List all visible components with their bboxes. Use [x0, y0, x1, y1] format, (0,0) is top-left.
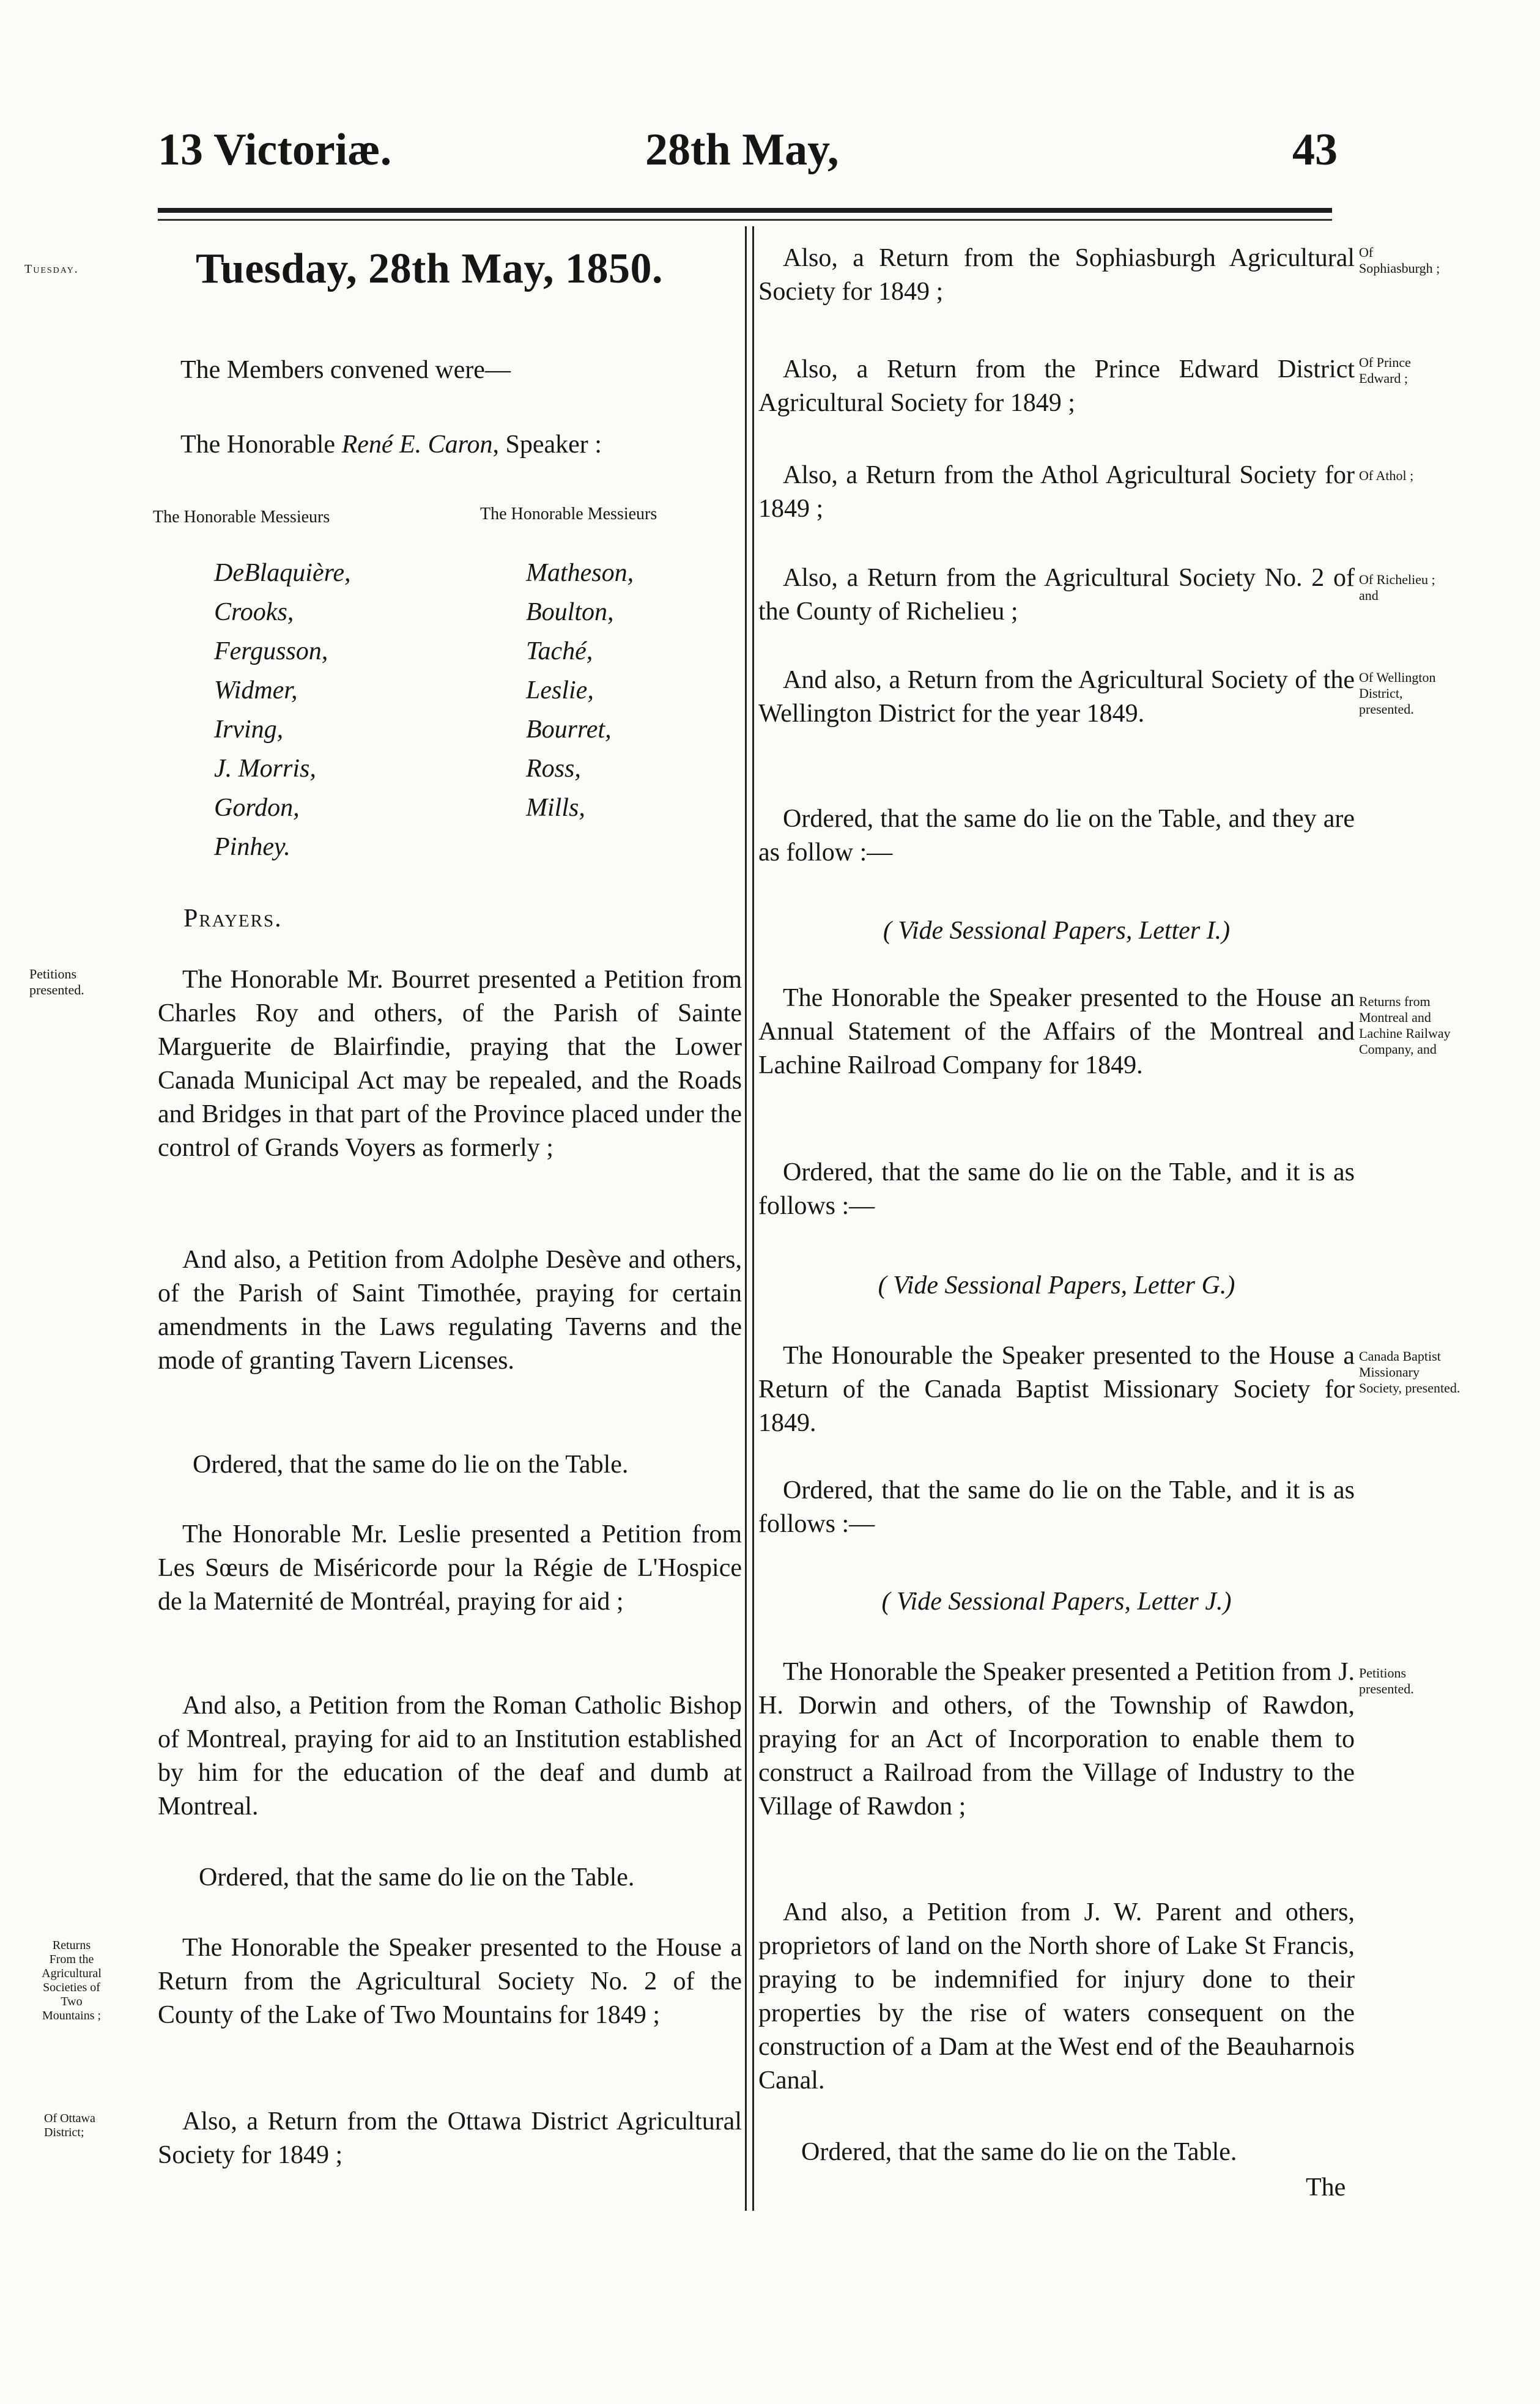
- margin-petitions-right: Petitions presented.: [1359, 1665, 1414, 1696]
- name: Gordon,: [214, 794, 300, 822]
- margin-wellington: Of Wellington District, presented.: [1359, 670, 1436, 717]
- right-ordered-3: Ordered, that the same do lie on the Table, and it is as follows :—: [758, 1476, 1355, 1538]
- name: Ross,: [526, 755, 581, 783]
- right-para-7: The Honourable the Speaker presented to the House a Return of the Canada Baptist Missionary Society for 1849.: [758, 1342, 1355, 1437]
- name: Taché,: [526, 637, 593, 665]
- members-convened: The Members convened were—: [180, 356, 511, 384]
- speaker-prefix: The Honorable: [180, 431, 342, 459]
- catchword: The: [1306, 2173, 1346, 2202]
- name: Leslie,: [526, 676, 594, 705]
- right-vide-3: ( Vide Sessional Papers, Letter J.): [881, 1588, 1232, 1616]
- margin-richelieu: Of Richelieu ; and: [1359, 572, 1435, 603]
- name: Matheson,: [526, 559, 634, 587]
- name: Pinhey.: [214, 833, 291, 861]
- name: Boulton,: [526, 598, 614, 626]
- left-para-2: And also, a Petition from Adolphe Desève and others, of the Parish of Saint Timothée, praying for certain amendments in the Laws regulating Taverns and the mode of granting Tavern Licenses.: [158, 1246, 742, 1375]
- column-head-left: The Honorable Messieurs: [153, 508, 330, 527]
- name: Mills,: [526, 794, 585, 822]
- margin-athol: Of Athol ;: [1359, 468, 1414, 483]
- name: DeBlaquière,: [214, 559, 351, 587]
- names-right: [526, 553, 634, 827]
- header-left: 13 Victoriæ.: [158, 125, 392, 175]
- right-para-9: And also, a Petition from J. W. Parent and others, proprietors of land on the North shore of Lake St Francis, praying to be indemnified for injury done to their properties by the rise of waters consequent on the construction of a Dam at the West end of the Beauharnois Canal.: [758, 1898, 1355, 2095]
- column-divider: [745, 226, 747, 2211]
- speaker-name: René E. Caron: [341, 431, 493, 459]
- margin-sophiasburgh: Of Sophiasburgh ;: [1359, 245, 1440, 276]
- right-para-6: The Honorable the Speaker presented to the House an Annual Statement of the Affairs of the Montreal and Lachine Railroad Company for 1849.: [758, 984, 1355, 1079]
- right-para-4: Also, a Return from the Agricultural Society No. 2 of the County of Richelieu ;: [758, 564, 1355, 626]
- right-para-5: And also, a Return from the Agricultural Society of the Wellington District for the year 1849.: [758, 666, 1355, 728]
- name: Crooks,: [214, 598, 294, 626]
- right-ordered-1: Ordered, that the same do lie on the Table, and they are as follow :—: [758, 805, 1355, 867]
- right-vide-1: ( Vide Sessional Papers, Letter I.): [883, 917, 1231, 945]
- column-head-right: The Honorable Messieurs: [480, 505, 657, 523]
- name: Fergusson,: [214, 637, 328, 665]
- right-para-1: Also, a Return from the Sophiasburgh Agricultural Society for 1849 ;: [758, 244, 1355, 306]
- right-para-2: Also, a Return from the Prince Edward District Agricultural Society for 1849 ;: [758, 355, 1355, 417]
- column-divider-2: [752, 226, 754, 2211]
- speaker-suffix: , Speaker :: [492, 431, 602, 459]
- name: J. Morris,: [214, 755, 316, 783]
- left-para-1: The Honorable Mr. Bourret presented a Petition from Charles Roy and others, of the Parish of Sainte Marguerite de Blairfindie, praying that the Lower Canada Municipal Act may be repealed, and the Roads and Bridges in that part of the Province placed under the control of Grands Voyers as formerly ;: [158, 966, 742, 1162]
- left-para-6: Also, a Return from the Ottawa District Agricultural Society for 1849 ;: [158, 2107, 742, 2169]
- margin-ottawa: Of Ottawa District;: [44, 2112, 95, 2139]
- header-rule-thin: [158, 219, 1332, 221]
- left-para-5: The Honorable the Speaker presented to the House a Return from the Agricultural Society No. 2 of the County of the Lake of Two Mountains for 1849 ;: [158, 1934, 742, 2029]
- margin-montreal-lachine: Returns from Montreal and Lachine Railway Company, and: [1359, 994, 1451, 1057]
- left-ordered-2: Ordered, that the same do lie on the Table.: [199, 1863, 635, 1892]
- margin-day: Tuesday.: [24, 262, 79, 276]
- name: Widmer,: [214, 676, 298, 705]
- right-para-3: Also, a Return from the Athol Agricultural Society for 1849 ;: [758, 461, 1355, 523]
- left-para-4: And also, a Petition from the Roman Catholic Bishop of Montreal, praying for aid to an Institution established by him for the education of the deaf and dumb at Montreal.: [158, 1692, 742, 1821]
- left-ordered-1: Ordered, that the same do lie on the Table.: [193, 1451, 629, 1479]
- left-para-3: The Honorable Mr. Leslie presented a Petition from Les Sœurs de Miséricorde pour la Régie de L'Hospice de la Maternité de Montréal, praying for aid ;: [158, 1520, 742, 1616]
- margin-returns: Returns From the Agricultural Societies of Two Mountains ;: [42, 1939, 102, 2022]
- right-ordered-2: Ordered, that the same do lie on the Table, and it is as follows :—: [758, 1158, 1355, 1220]
- names-left: [214, 553, 351, 867]
- page-title: Tuesday, 28th May, 1850.: [196, 245, 664, 292]
- prayers-heading: Prayers.: [183, 904, 283, 933]
- header-center: 28th May,: [645, 125, 839, 175]
- right-para-8: The Honorable the Speaker presented a Petition from J. H. Dorwin and others, of the Township of Rawdon, praying for an Act of Incorporation to enable them to construct a Railroad from the Village of Industry to the Village of Rawdon ;: [758, 1658, 1355, 1821]
- name: Irving,: [214, 716, 284, 744]
- name: Bourret,: [526, 716, 612, 744]
- margin-petitions: Petitions presented.: [29, 966, 84, 997]
- right-vide-2: ( Vide Sessional Papers, Letter G.): [878, 1271, 1235, 1300]
- right-ordered-4: Ordered, that the same do lie on the Table.: [801, 2138, 1237, 2166]
- header-rule: [158, 208, 1332, 213]
- margin-canada-baptist: Canada Baptist Missionary Society, presented.: [1359, 1348, 1460, 1396]
- margin-prince-edward: Of Prince Edward ;: [1359, 355, 1411, 386]
- speaker-line: [180, 428, 602, 462]
- page-number: 43: [1292, 125, 1338, 175]
